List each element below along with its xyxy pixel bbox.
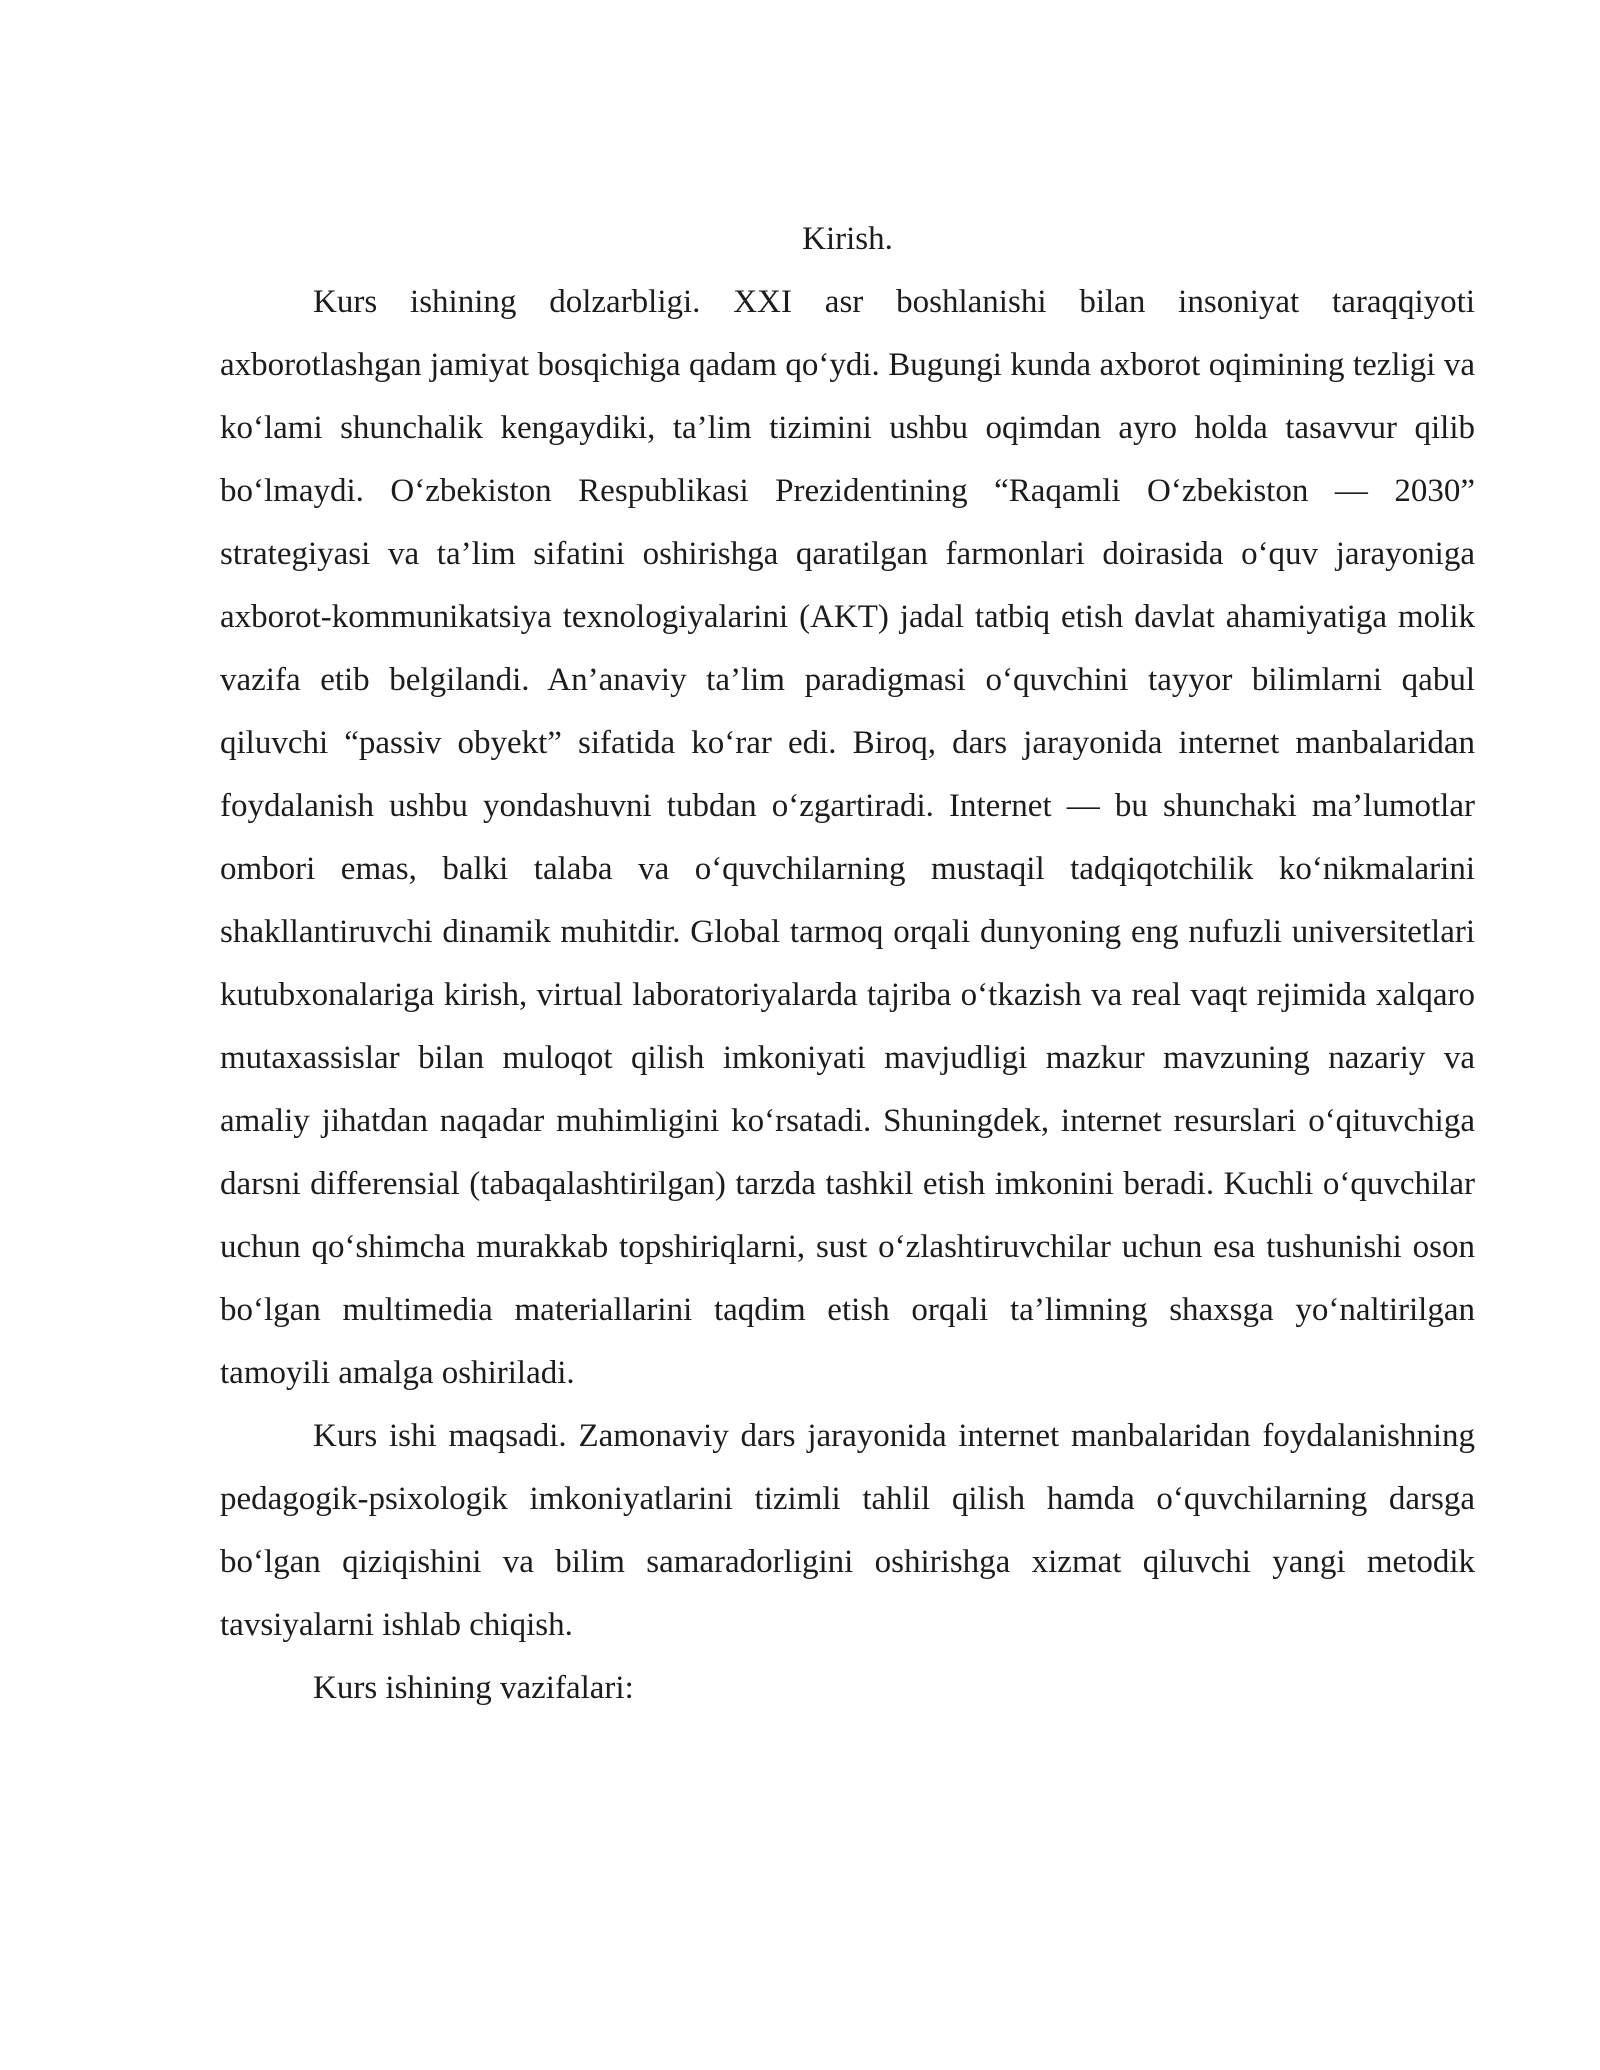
document-page <box>220 208 1475 1720</box>
document-title: Kirish. <box>802 221 893 257</box>
paragraph-goal: Kurs ishi maqsadi. Zamonaviy dars jarayonida internet manbalaridan foydalanishning pedagogik-psixologik imkoniyatlarini tizimli tahlil qilish hamda o‘quvchilarning darsga bo‘lgan qiziqishini va bilim samaradorligini oshirishga xizmat qiluvchi yangi metodik tavsiyalarni ishlab chiqish. <box>220 1418 1475 1643</box>
paragraph-tasks-heading: Kurs ishining vazifalari: <box>313 1670 634 1706</box>
paragraph-relevance: Kurs ishining dolzarbligi. XXI asr boshlanishi bilan insoniyat taraqqiyoti axborotlashgan jamiyat bosqichiga qadam qo‘ydi. Bugungi kunda axborot oqimining tezligi va ko‘lami shunchalik kengaydiki, ta’lim tizimini ushbu oqimdan ayro holda tasavvur qilib bo‘lmaydi. O‘zbekiston Respublikasi Prezidentining “Raqamli O‘zbekiston — 2030” strategiyasi va ta’lim sifatini oshirishga qaratilgan farmonlari doirasida o‘quv jarayoniga axborot-kommunikatsiya texnologiyalarini (AKT) jadal tatbiq etish davlat ahamiyatiga molik vazifa etib belgilandi. An’anaviy ta’lim paradigmasi o‘quvchini tayyor bilimlarni qabul qiluvchi “passiv obyekt” sifatida ko‘rar edi. Biroq, dars jarayonida internet manbalaridan foydalanish ushbu yondashuvni tubdan o‘zgartiradi. Internet — bu shunchaki ma’lumotlar ombori emas, balki talaba va o‘quvchilarning mustaqil tadqiqotchilik ko‘nikmalarini shakllantiruvchi dinamik muhitdir. Global tarmoq orqali dunyoning eng nufuzli universitetlari kutubxonalariga kirish, virtual laboratoriyalarda tajriba o‘tkazish va real vaqt rejimida xalqaro mutaxassislar bilan muloqot qilish imkoniyati mavjudligi mazkur mavzuning nazariy va amaliy jihatdan naqadar muhimligini ko‘rsatadi. Shuningdek, internet resurslari o‘qituvchiga darsni differensial (tabaqalashtirilgan) tarzda tashkil etish imkonini beradi. Kuchli o‘quvchilar uchun qo‘shimcha murakkab topshiriqlarni, sust o‘zlashtiruvchilar uchun esa tushunishi oson bo‘lgan multimedia materiallarini taqdim etish orqali ta’limning shaxsga yo‘naltirilgan tamoyili amalga oshiriladi. <box>220 284 1475 1391</box>
